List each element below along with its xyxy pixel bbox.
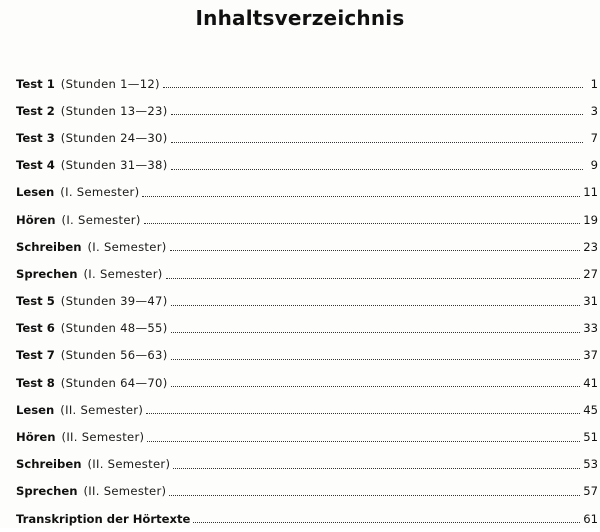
toc-entry-label: Transkription der Hörtexte [16,511,191,526]
dot-leader [171,386,581,387]
page-title: Inhaltsverzeichnis [195,6,405,30]
toc-entry-page-number: 51 [583,430,598,445]
dot-leader [169,495,580,496]
toc-entry-label: Lesen [16,402,55,417]
dot-leader [171,305,581,306]
toc-entry-page-number: 1 [590,76,598,91]
toc-entry-label: Test 6 [16,321,55,336]
toc-entry [16,206,598,233]
toc-entry-detail: (Stunden 13—23) [60,103,168,118]
toc-entry-page-number: 19 [583,212,598,227]
dot-leader [171,359,581,360]
dot-leader [173,468,580,469]
toc-entry-detail: (Stunden 39—47) [60,294,168,309]
dot-leader [171,169,583,170]
table-of-contents [16,70,598,532]
toc-entry-label: Hören [16,212,56,227]
toc-entry-detail: (I. Semester) [60,185,140,200]
dot-leader [147,441,580,442]
toc-entry-label: Sprechen [16,266,78,281]
toc-entry [16,342,598,369]
dot-leader [144,223,581,224]
toc-entry-label: Hören [16,430,56,445]
toc-entry [16,260,598,287]
toc-entry-label: Test 5 [16,294,55,309]
toc-entry-label: Test 7 [16,348,55,363]
dot-leader [171,332,581,333]
toc-entry-page-number: 27 [583,266,598,281]
toc-entry [16,288,598,315]
toc-entry-label: Test 8 [16,375,55,390]
dot-leader [171,114,583,115]
dot-leader [163,87,583,88]
dot-leader [146,413,580,414]
toc-entry-label: Test 3 [16,130,55,145]
toc-entry-detail: (Stunden 48—55) [60,321,168,336]
toc-entry-page-number: 45 [583,402,598,417]
toc-entry-page-number: 37 [583,348,598,363]
toc-entry-detail: (Stunden 64—70) [60,375,168,390]
toc-entry-page-number: 41 [583,375,598,390]
toc-entry [16,396,598,423]
toc-entry [16,233,598,260]
dot-leader [193,522,580,523]
toc-entry [16,152,598,179]
dot-leader [142,196,580,197]
toc-entry-page-number: 33 [583,321,598,336]
toc-entry [16,124,598,151]
dot-leader [171,142,583,143]
toc-entry-detail: (I. Semester) [87,239,167,254]
toc-entry-label: Test 2 [16,103,55,118]
toc-entry-page-number: 53 [583,457,598,472]
toc-entry-page-number: 61 [583,511,598,526]
toc-entry-page-number: 9 [590,158,598,173]
toc-entry [16,451,598,478]
toc-entry-detail: (II. Semester) [60,402,144,417]
dot-leader [170,250,581,251]
toc-entry-detail: (II. Semester) [61,430,145,445]
toc-entry [16,97,598,124]
dot-leader [166,278,581,279]
toc-entry [16,315,598,342]
toc-entry-page-number: 11 [583,185,598,200]
toc-entry-label: Schreiben [16,457,82,472]
toc-entry-page-number: 7 [590,130,598,145]
toc-entry-detail: (I. Semester) [61,212,141,227]
toc-entry-page-number: 31 [583,294,598,309]
toc-entry-page-number: 3 [590,103,598,118]
toc-entry-page-number: 57 [583,484,598,499]
toc-entry-detail: (Stunden 31—38) [60,158,168,173]
toc-entry-label: Sprechen [16,484,78,499]
toc-entry [16,369,598,396]
toc-entry-detail: (Stunden 56—63) [60,348,168,363]
toc-entry-label: Lesen [16,185,55,200]
toc-entry-label: Schreiben [16,239,82,254]
toc-entry-detail: (II. Semester) [87,457,171,472]
toc-entry-detail: (II. Semester) [83,484,167,499]
toc-entry-label: Test 4 [16,158,55,173]
toc-entry-page-number: 23 [583,239,598,254]
toc-entry-detail: (Stunden 1—12) [60,76,160,91]
toc-entry-label: Test 1 [16,76,55,91]
toc-entry [16,70,598,97]
toc-entry [16,478,598,505]
toc-entry [16,179,598,206]
toc-entry [16,423,598,450]
toc-entry-detail: (Stunden 24—30) [60,130,168,145]
toc-entry-detail: (I. Semester) [83,266,163,281]
